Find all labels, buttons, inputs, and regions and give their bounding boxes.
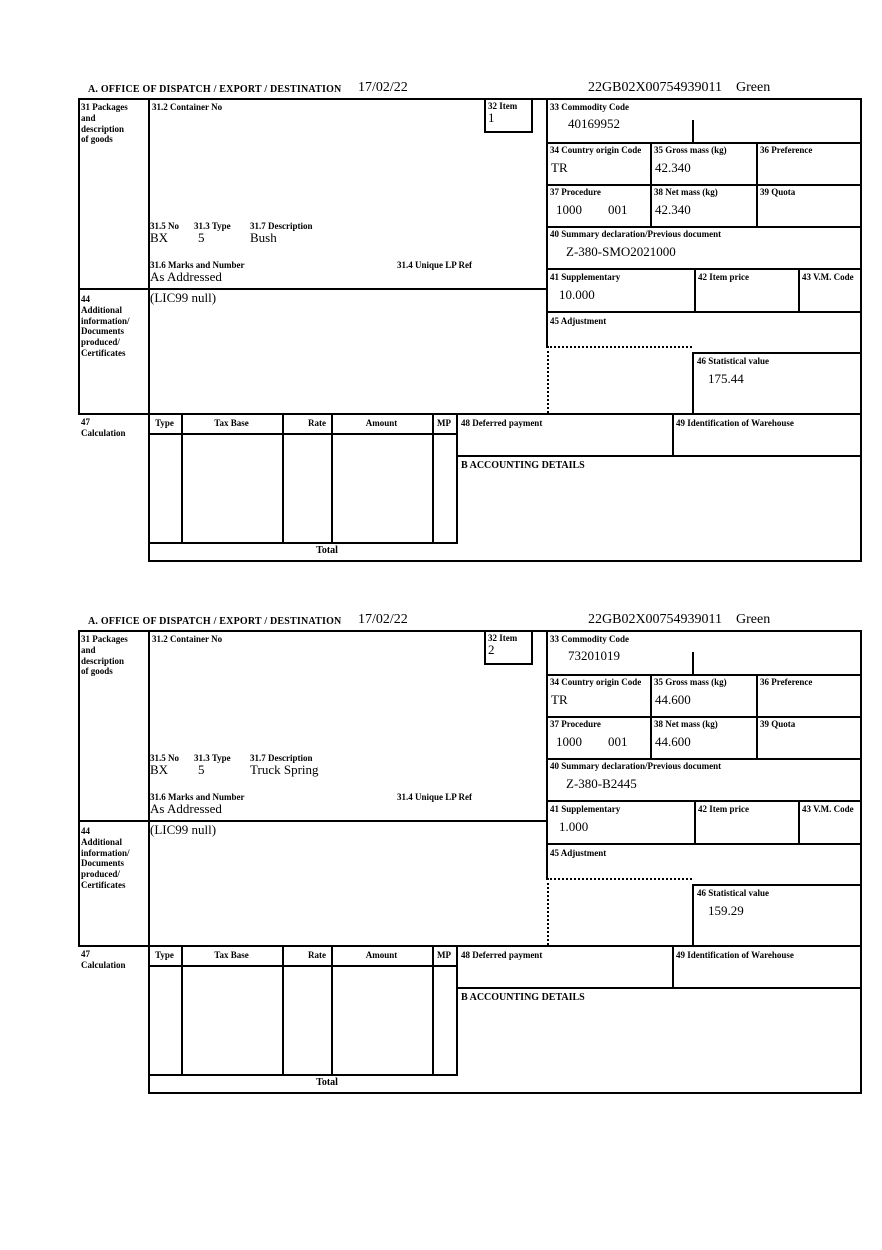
- net-mass-value: 42.340: [655, 202, 691, 217]
- net-mass-label: 38 Net mass (kg): [654, 719, 718, 729]
- calculation-label: 47 Calculation: [81, 417, 126, 438]
- table-header-mp: MP: [437, 950, 451, 960]
- divider-line: [546, 268, 862, 270]
- divider-line: [694, 268, 696, 311]
- country-origin-value: TR: [551, 160, 568, 175]
- preference-label: 36 Preference: [760, 145, 813, 155]
- divider-line: [531, 98, 533, 131]
- commodity-code-value: 73201019: [568, 648, 620, 663]
- item-price-label: 42 Item price: [698, 804, 749, 814]
- dispatch-date-value: 17/02/22: [358, 612, 408, 627]
- dotted-divider-line: [547, 346, 549, 413]
- additional-info-value: (LIC99 null): [150, 822, 217, 837]
- divider-line: [484, 663, 533, 665]
- item-number-label: 32 Item: [488, 633, 518, 643]
- divider-line: [860, 98, 862, 562]
- divider-line: [78, 945, 862, 947]
- summary-declaration-value: Z-380-B2445: [566, 776, 637, 791]
- gross-mass-value: 44.600: [655, 692, 691, 707]
- table-header-type: Type: [155, 950, 174, 960]
- packages-type-label: 31.3 Type: [194, 753, 231, 763]
- container-no-label: 31.2 Container No: [152, 102, 223, 112]
- dotted-divider-line: [547, 878, 549, 945]
- divider-line: [756, 142, 758, 184]
- routing-status-value: Green: [736, 612, 771, 627]
- country-origin-label: 34 Country origin Code: [550, 145, 642, 155]
- goods-description-label: 31.7 Description: [250, 753, 313, 763]
- divider-line: [546, 758, 862, 760]
- divider-line: [546, 311, 862, 313]
- divider-line: [798, 268, 800, 311]
- divider-line: [148, 98, 150, 562]
- packages-no-value: BX: [150, 762, 169, 777]
- marks-and-number-value: As Addressed: [150, 269, 222, 284]
- accounting-details-label: B ACCOUNTING DETAILS: [461, 992, 585, 1003]
- divider-line: [484, 630, 486, 663]
- divider-line: [546, 630, 548, 878]
- procedure-label: 37 Procedure: [550, 187, 601, 197]
- country-origin-label: 34 Country origin Code: [550, 677, 642, 687]
- deferred-payment-label: 48 Deferred payment: [461, 950, 543, 960]
- divider-line: [650, 716, 652, 758]
- quota-label: 39 Quota: [760, 719, 796, 729]
- adjustment-label: 45 Adjustment: [550, 316, 607, 326]
- declaration-item-section: [78, 76, 862, 562]
- divider-line: [694, 800, 696, 843]
- goods-description-label: 31.7 Description: [250, 221, 313, 231]
- divider-line: [650, 184, 652, 226]
- divider-line: [672, 945, 674, 987]
- routing-status-value: Green: [736, 80, 771, 95]
- divider-line: [148, 542, 458, 544]
- divider-line: [798, 800, 800, 843]
- packages-description-label: 31 Packages and description of goods: [81, 634, 128, 677]
- divider-line: [78, 413, 862, 415]
- table-header-rate: Rate: [308, 418, 326, 428]
- calculation-label: 47 Calculation: [81, 949, 126, 970]
- procedure-extension-value: 001: [608, 202, 628, 217]
- divider-line: [546, 142, 862, 144]
- goods-description-value: Truck Spring: [250, 762, 319, 777]
- quota-label: 39 Quota: [760, 187, 796, 197]
- packages-type-label: 31.3 Type: [194, 221, 231, 231]
- divider-line: [546, 184, 862, 186]
- divider-line: [546, 716, 862, 718]
- supplementary-value: 1.000: [559, 819, 589, 834]
- deferred-payment-label: 48 Deferred payment: [461, 418, 543, 428]
- additional-info-label: 44 Additional information/ Documents produced/ Certificates: [81, 826, 130, 890]
- divider-line: [860, 630, 862, 1094]
- divider-line: [148, 630, 150, 1094]
- divider-line: [484, 98, 486, 131]
- supplementary-label: 41 Supplementary: [550, 272, 621, 282]
- divider-line: [148, 1074, 458, 1076]
- vm-code-label: 43 V.M. Code: [802, 804, 854, 814]
- net-mass-label: 38 Net mass (kg): [654, 187, 718, 197]
- item-number-value: 2: [488, 642, 495, 657]
- dotted-divider-line: [546, 878, 692, 880]
- divider-line: [546, 800, 862, 802]
- statistical-value-label: 46 Statistical value: [697, 356, 769, 366]
- gross-mass-value: 42.340: [655, 160, 691, 175]
- packages-no-label: 31.5 No: [150, 221, 179, 231]
- adjustment-label: 45 Adjustment: [550, 848, 607, 858]
- mrn-value: 22GB02X00754939011: [588, 80, 723, 95]
- procedure-extension-value: 001: [608, 734, 628, 749]
- divider-line: [148, 965, 458, 967]
- packages-no-label: 31.5 No: [150, 753, 179, 763]
- divider-line: [756, 674, 758, 716]
- accounting-details-label: B ACCOUNTING DETAILS: [461, 460, 585, 471]
- divider-line: [484, 131, 533, 133]
- unique-lp-ref-label: 31.4 Unique LP Ref: [397, 260, 473, 270]
- summary-declaration-value: Z-380-SMO2021000: [566, 244, 676, 259]
- marks-and-number-value: As Addressed: [150, 801, 222, 816]
- table-header-amount: Amount: [365, 950, 398, 960]
- total-label: Total: [316, 1077, 338, 1088]
- total-label: Total: [316, 545, 338, 556]
- divider-line: [756, 716, 758, 758]
- divider-line: [546, 674, 862, 676]
- dispatch-date-value: 17/02/22: [358, 80, 408, 95]
- divider-line: [78, 630, 862, 632]
- warehouse-id-label: 49 Identification of Warehouse: [676, 418, 794, 428]
- country-origin-value: TR: [551, 692, 568, 707]
- divider-line: [456, 455, 862, 457]
- divider-line: [546, 98, 548, 346]
- divider-line: [78, 630, 80, 947]
- table-header-mp: MP: [437, 418, 451, 428]
- statistical-value-value: 159.29: [708, 903, 744, 918]
- divider-line: [78, 288, 546, 290]
- packages-type-value: 5: [198, 230, 205, 245]
- divider-line: [692, 884, 862, 886]
- vm-code-label: 43 V.M. Code: [802, 272, 854, 282]
- divider-line: [546, 226, 862, 228]
- statistical-value-value: 175.44: [708, 371, 744, 386]
- divider-line: [148, 433, 458, 435]
- divider-line: [692, 884, 694, 945]
- dotted-divider-line: [546, 346, 692, 348]
- divider-line: [78, 98, 862, 100]
- warehouse-id-label: 49 Identification of Warehouse: [676, 950, 794, 960]
- summary-declaration-label: 40 Summary declaration/Previous document: [550, 229, 722, 239]
- supplementary-value: 10.000: [559, 287, 595, 302]
- procedure-label: 37 Procedure: [550, 719, 601, 729]
- divider-line: [650, 142, 652, 184]
- item-number-label: 32 Item: [488, 101, 518, 111]
- additional-info-label: 44 Additional information/ Documents produced/ Certificates: [81, 294, 130, 358]
- divider-line: [692, 352, 862, 354]
- net-mass-value: 44.600: [655, 734, 691, 749]
- divider-line: [148, 560, 862, 562]
- divider-line: [692, 652, 694, 674]
- table-header-amount: Amount: [365, 418, 398, 428]
- divider-line: [756, 184, 758, 226]
- packages-type-value: 5: [198, 762, 205, 777]
- office-of-dispatch-label: A. OFFICE OF DISPATCH / EXPORT / DESTINATION: [88, 84, 342, 95]
- item-number-value: 1: [488, 110, 495, 125]
- supplementary-label: 41 Supplementary: [550, 804, 621, 814]
- divider-line: [456, 987, 862, 989]
- gross-mass-label: 35 Gross mass (kg): [654, 145, 727, 155]
- unique-lp-ref-label: 31.4 Unique LP Ref: [397, 792, 473, 802]
- preference-label: 36 Preference: [760, 677, 813, 687]
- divider-line: [672, 413, 674, 455]
- marks-and-number-label: 31.6 Marks and Number: [150, 260, 245, 270]
- table-header-tax-base: Tax Base: [214, 418, 249, 428]
- divider-line: [78, 820, 546, 822]
- office-of-dispatch-label: A. OFFICE OF DISPATCH / EXPORT / DESTINATION: [88, 616, 342, 627]
- table-header-rate: Rate: [308, 950, 326, 960]
- summary-declaration-label: 40 Summary declaration/Previous document: [550, 761, 722, 771]
- additional-info-value: (LIC99 null): [150, 290, 217, 305]
- item-price-label: 42 Item price: [698, 272, 749, 282]
- table-header-tax-base: Tax Base: [214, 950, 249, 960]
- divider-line: [78, 98, 80, 415]
- divider-line: [546, 843, 862, 845]
- packages-no-value: BX: [150, 230, 169, 245]
- commodity-code-label: 33 Commodity Code: [550, 634, 629, 644]
- commodity-code-label: 33 Commodity Code: [550, 102, 629, 112]
- procedure-value: 1000: [556, 202, 582, 217]
- divider-line: [148, 1092, 862, 1094]
- commodity-code-value: 40169952: [568, 116, 620, 131]
- packages-description-label: 31 Packages and description of goods: [81, 102, 128, 145]
- goods-description-value: Bush: [250, 230, 277, 245]
- marks-and-number-label: 31.6 Marks and Number: [150, 792, 245, 802]
- table-header-type: Type: [155, 418, 174, 428]
- container-no-label: 31.2 Container No: [152, 634, 223, 644]
- divider-line: [692, 352, 694, 413]
- divider-line: [650, 674, 652, 716]
- statistical-value-label: 46 Statistical value: [697, 888, 769, 898]
- procedure-value: 1000: [556, 734, 582, 749]
- gross-mass-label: 35 Gross mass (kg): [654, 677, 727, 687]
- divider-line: [531, 630, 533, 663]
- divider-line: [692, 120, 694, 142]
- declaration-item-section: [78, 608, 862, 1094]
- mrn-value: 22GB02X00754939011: [588, 612, 723, 627]
